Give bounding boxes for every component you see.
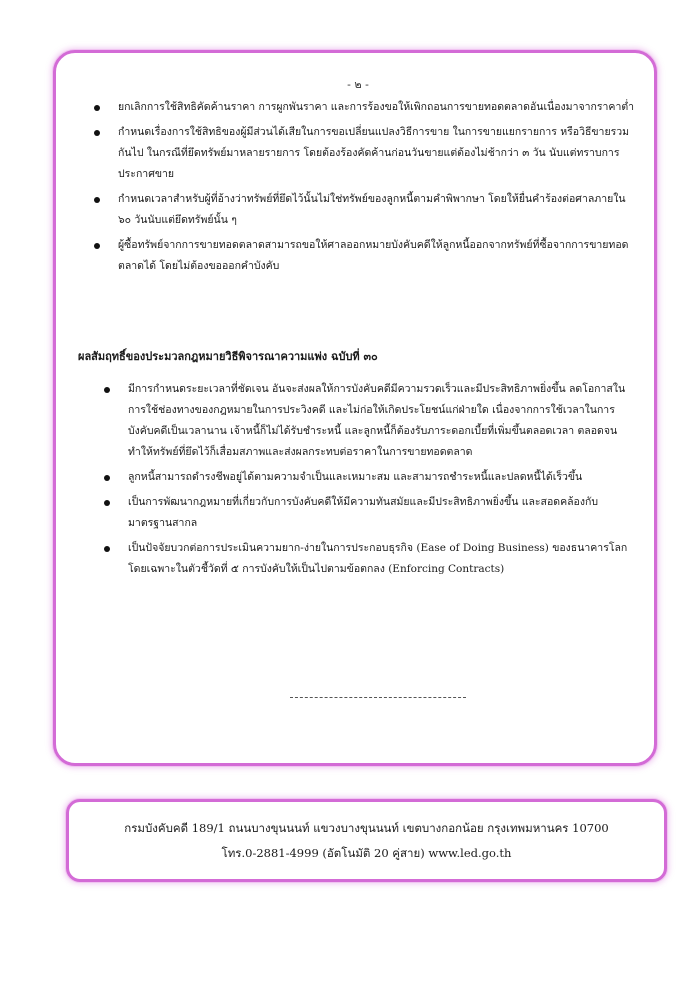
list-item-text: ลูกหนี้สามารถดำรงชีพอยู่ได้ตามความจำเป็นและเหมาะสม และสามารถชำระหนี้และปลดหนี้ได้เร็วขึ้น [128,471,583,483]
list-item [128,538,638,580]
changes-list [118,97,638,281]
outcomes-list [128,379,638,584]
footer-contact: โทร.0-2881-4999 (อัตโนมัติ 20 คู่สาย) www.led.go.th [221,846,512,860]
bullet-icon [104,546,110,552]
bullet-icon [94,243,100,249]
list-item-text: ยกเลิกการใช้สิทธิคัดค้านราคา การผูกพันราคา และการร้องขอให้เพิกถอนการขายทอดตลาดอันเนื่องมาจากราคาต่ำ [118,101,635,113]
list-item-text: กำหนดเวลาสำหรับผู้ที่อ้างว่าทรัพย์ที่ยึดไว้นั้นไม่ใช่ทรัพย์ของลูกหนี้ตามคำพิพากษา โดยให้ยื่นคำร้องต่อศาลภายใน ๖๐ วันนับแต่ยึดทรัพย์นั้น ๆ [118,193,626,226]
list-item-text: เป็นการพัฒนากฎหมายที่เกี่ยวกับการบังคับคดีให้มีความทันสมัยและมีประสิทธิภาพยิ่งขึ้น และสอดคล้องกับมาตรฐานสากล [128,496,598,529]
list-item [128,379,638,463]
end-divider [290,697,466,698]
page-number: - ๒ - [347,78,369,91]
list-item-text: กำหนดเรื่องการใช้สิทธิของผู้มีส่วนได้เสียในการขอเปลี่ยนแปลงวิธีการขาย ในการขายแยกรายการ หรือวิธีขายรวมกันไป ในกรณีที่ยึดทรัพย์มาหลายรายการ โดยต้องร้องคัดค้านก่อนวันขายแต่ต้องไม่ช้ากว่า ๓ วัน นับแต่ทราบการประกาศขาย [118,126,630,180]
list-item [128,492,638,534]
list-item [118,97,638,118]
bullet-icon [104,500,110,506]
bullet-icon [94,105,100,111]
list-item-text: มีการกำหนดระยะเวลาที่ชัดเจน อันจะส่งผลให้การบังคับคดีมีความรวดเร็วและมีประสิทธิภาพยิ่งขึ้น ลดโอกาสในการใช้ช่องทางของกฎหมายในการประวิงคดี และไม่ก่อให้เกิดประโยชน์แก่ฝ่ายใด เนื่องจากการใช้เวลาในการบังคับคดีเป็นเวลานาน เจ้าหนี้ก็ไม่ได้รับชำระหนี้ และลูกหนี้ก็ต้องรับภาระดอกเบี้ยที่เพิ่มขึ้นตลอดเวลา ตลอดจนทำให้ทรัพย์ที่ยึดไว้ก็เสื่อมสภาพและส่งผลกระทบต่อราคาในการขายทอดตลาด [128,383,626,458]
section-heading: ผลสัมฤทธิ์ของประมวลกฎหมายวิธีพิจารณาความแพ่ง ฉบับที่ ๓๐ [78,350,378,363]
list-item [118,122,638,185]
footer-frame [66,799,667,882]
list-item [118,189,638,231]
content-frame [53,50,657,766]
bullet-icon [94,197,100,203]
bullet-icon [94,130,100,136]
footer-address: กรมบังคับคดี 189/1 ถนนบางขุนนนท์ แขวงบางขุนนนท์ เขตบางกอกน้อย กรุงเทพมหานคร 10700 [124,821,609,835]
bullet-icon [104,475,110,481]
list-item-text: ผู้ซื้อทรัพย์จากการขายทอดตลาดสามารถขอให้ศาลออกหมายบังคับคดีให้ลูกหนี้ออกจากทรัพย์ที่ซื้อจากการขายทอดตลาดได้ โดยไม่ต้องขอออกคำบังคับ [118,239,629,272]
list-item [118,235,638,277]
list-item [128,467,638,488]
bullet-icon [104,387,110,393]
list-item-text: เป็นปัจจัยบวกต่อการประเมินความยาก-ง่ายในการประกอบธุรกิจ (Ease of Doing Business) ของธนาคารโลก โดยเฉพาะในตัวชี้วัดที่ ๕ การบังคับให้เป็นไปตามข้อตกลง (Enforcing Contracts) [128,542,628,575]
